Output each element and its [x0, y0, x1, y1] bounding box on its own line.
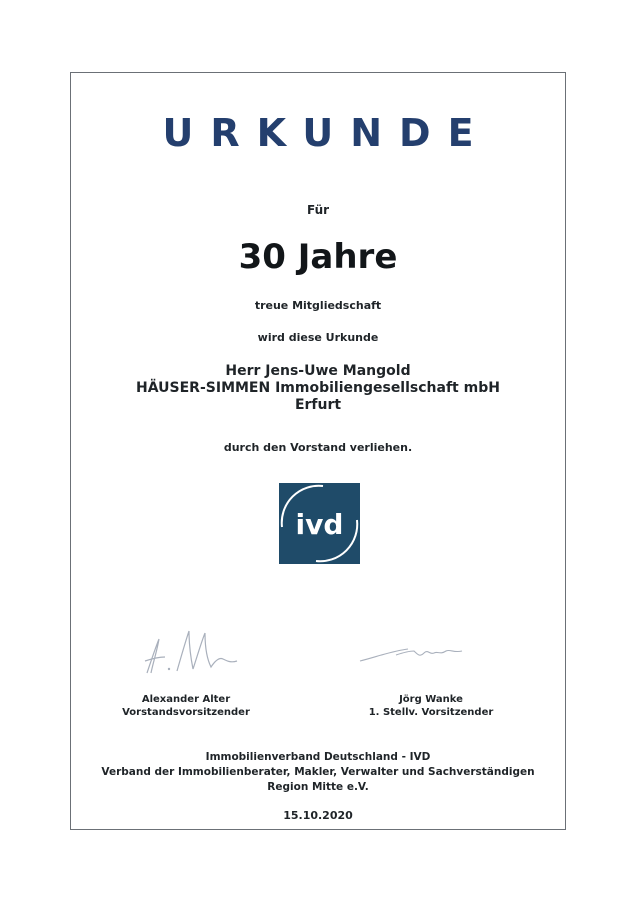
signature-right-icon	[356, 633, 476, 677]
awarded-by-text: durch den Vorstand verliehen.	[223, 441, 413, 454]
signatory-right	[351, 693, 511, 719]
certificate-title: URKUNDE	[162, 111, 491, 155]
membership-text: treue Mitgliedschaft	[254, 299, 382, 312]
granted-text: wird diese Urkunde	[257, 331, 379, 344]
signatory-right-role: 1. Stellv. Vorsitzender	[368, 707, 494, 718]
logo-text: ivd	[295, 508, 344, 541]
organization-line-1: Immobilienverband Deutschland - IVD	[205, 751, 431, 763]
signatory-left-role: Vorstandsvorsitzender	[122, 707, 250, 718]
recipient-block	[71, 363, 565, 414]
ivd-logo-icon	[279, 483, 360, 564]
recipient-city: Erfurt	[294, 397, 342, 413]
signature-left-icon	[133, 621, 253, 685]
recipient-company: HÄUSER-SIMMEN Immobiliengesellschaft mbH	[136, 380, 500, 396]
organization-line-3: Region Mitte e.V.	[267, 781, 369, 793]
signatory-left-name: Alexander Alter	[141, 694, 231, 705]
signatory-left	[111, 693, 261, 719]
for-label: Für	[306, 203, 330, 217]
years-heading: 30 Jahre	[238, 237, 398, 277]
issue-date: 15.10.2020	[283, 809, 353, 822]
organization-line-2: Verband der Immobilienberater, Makler, Verwalter und Sachverständigen	[101, 766, 535, 778]
recipient-name: Herr Jens-Uwe Mangold	[225, 363, 411, 379]
signatory-right-name: Jörg Wanke	[399, 694, 463, 705]
certificate-frame	[70, 72, 566, 830]
ivd-logo-graphic	[279, 483, 360, 564]
organization-block	[71, 750, 565, 795]
